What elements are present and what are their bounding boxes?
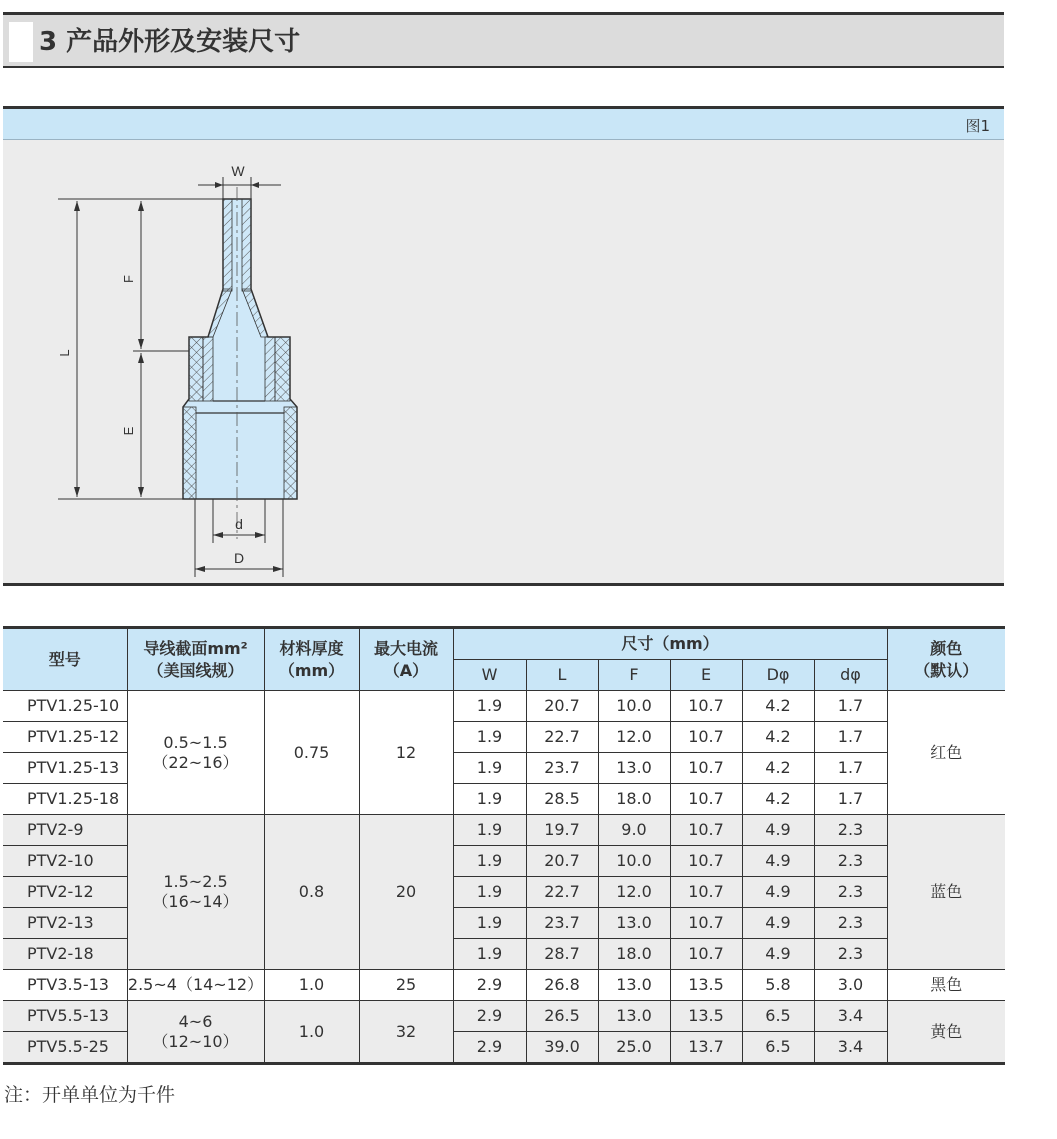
cell-dim-f: 12.0: [598, 722, 670, 753]
cell-current: 12: [359, 691, 453, 815]
cell-dim-f: 12.0: [598, 877, 670, 908]
cell-dim-e: 13.7: [670, 1032, 742, 1064]
section-number: 3: [39, 27, 58, 57]
cross-section-line: （12~10）: [152, 1031, 239, 1051]
cross-section-line: 1.5~2.5: [163, 872, 228, 891]
cell-dim-f: 13.0: [598, 1001, 670, 1032]
label-e: E: [121, 426, 136, 436]
cell-dim-d: 6.5: [742, 1001, 814, 1032]
header-small-d: dφ: [814, 660, 887, 691]
section-marker: [9, 22, 33, 62]
cell-dim-d: 3.4: [814, 1032, 887, 1064]
cell-thickness: 1.0: [264, 1001, 359, 1064]
cell-dim-f: 10.0: [598, 691, 670, 722]
cell-dim-d: 1.7: [814, 784, 887, 815]
label-d-small: d: [235, 516, 243, 532]
cell-model: PTV3.5-13: [3, 970, 127, 1001]
cell-dim-f: 13.0: [598, 970, 670, 1001]
cross-section-line: 4~6: [178, 1011, 213, 1031]
cell-dim-d: 2.3: [814, 846, 887, 877]
table-row: [3, 691, 1005, 722]
cell-model: PTV2-13: [3, 908, 127, 939]
header-current-line1: 最大电流: [373, 638, 438, 658]
cell-cross-section: [127, 691, 264, 815]
figure-box: [3, 106, 1004, 586]
table-row: [3, 970, 1005, 1001]
cell-dim-l: 19.7: [526, 815, 598, 846]
dimension-d-big: [195, 499, 283, 577]
cell-dim-d: 1.7: [814, 691, 887, 722]
footnote: 注：开单单位为千件: [4, 1084, 176, 1106]
cell-dim-w: 1.9: [453, 753, 526, 784]
cell-dim-f: 25.0: [598, 1032, 670, 1064]
cell-model: PTV5.5-25: [3, 1032, 127, 1064]
table-body: [3, 691, 1005, 1064]
cell-dim-d: 4.9: [742, 846, 814, 877]
cell-dim-l: 26.8: [526, 970, 598, 1001]
cell-dim-d: 4.2: [742, 784, 814, 815]
cell-dim-w: 1.9: [453, 691, 526, 722]
cell-dim-d: 3.0: [814, 970, 887, 1001]
section-title-text: 产品外形及安装尺寸: [66, 27, 301, 57]
header-color-line1: 颜色: [930, 638, 963, 658]
cross-section-line: 0.5~1.5: [163, 732, 228, 752]
cell-dim-e: 13.5: [670, 1001, 742, 1032]
terminal-drawing: [53, 159, 333, 579]
cell-dim-w: 1.9: [453, 908, 526, 939]
cell-color: 蓝色: [887, 815, 1005, 970]
dimension-d-small: [213, 499, 265, 543]
header-color-line2: （默认）: [914, 660, 979, 680]
header-row: [3, 628, 1005, 660]
header-thickness: [264, 628, 359, 691]
header-dimensions: 尺寸（mm）: [453, 628, 887, 660]
cell-model: PTV2-9: [3, 815, 127, 846]
cell-color: 红色: [887, 691, 1005, 815]
cell-dim-l: 26.5: [526, 1001, 598, 1032]
cell-model: PTV2-10: [3, 846, 127, 877]
cell-dim-w: 1.9: [453, 846, 526, 877]
header-color: [887, 628, 1005, 691]
cross-section-line: 2.5~4（14~12）: [127, 975, 264, 994]
cell-dim-e: 10.7: [670, 939, 742, 970]
header-f: F: [598, 660, 670, 691]
cell-dim-e: 10.7: [670, 815, 742, 846]
cell-dim-f: 18.0: [598, 939, 670, 970]
section-title: [39, 25, 300, 59]
cell-dim-d: 1.7: [814, 722, 887, 753]
cell-dim-e: 10.7: [670, 753, 742, 784]
header-current: [359, 628, 453, 691]
dimension-e: [121, 353, 144, 497]
cell-current: 32: [359, 1001, 453, 1064]
label-d-big: D: [233, 550, 245, 566]
label-w: W: [231, 163, 245, 179]
cell-dim-l: 39.0: [526, 1032, 598, 1064]
cell-dim-f: 9.0: [598, 815, 670, 846]
cell-model: PTV1.25-10: [3, 691, 127, 722]
cell-dim-w: 2.9: [453, 970, 526, 1001]
cell-model: PTV1.25-13: [3, 753, 127, 784]
dimension-w: [198, 163, 281, 199]
cross-section-line: （22~16）: [152, 752, 239, 772]
cell-model: PTV2-12: [3, 877, 127, 908]
cell-dim-w: 1.9: [453, 877, 526, 908]
figure-caption: 图1: [965, 117, 990, 135]
cell-dim-l: 28.5: [526, 784, 598, 815]
cell-dim-d: 2.3: [814, 908, 887, 939]
table-row: [3, 815, 1005, 846]
cell-dim-d: 4.9: [742, 939, 814, 970]
cell-dim-d: 6.5: [742, 1032, 814, 1064]
section-header: [3, 12, 1004, 68]
header-model: 型号: [3, 628, 127, 691]
cell-model: PTV5.5-13: [3, 1001, 127, 1032]
cell-dim-e: 10.7: [670, 908, 742, 939]
cell-dim-d: 4.2: [742, 722, 814, 753]
cell-dim-w: 2.9: [453, 1032, 526, 1064]
cell-dim-f: 13.0: [598, 908, 670, 939]
header-cross-section: [127, 628, 264, 691]
terminal-body: [183, 187, 297, 539]
cell-dim-d: 4.9: [742, 877, 814, 908]
cell-dim-d: 4.2: [742, 691, 814, 722]
cell-cross-section: [127, 815, 264, 970]
cell-dim-l: 20.7: [526, 691, 598, 722]
cell-model: PTV1.25-18: [3, 784, 127, 815]
cell-model: PTV2-18: [3, 939, 127, 970]
cell-model: PTV1.25-12: [3, 722, 127, 753]
cell-dim-e: 10.7: [670, 846, 742, 877]
cell-current: 25: [359, 970, 453, 1001]
cell-dim-d: 5.8: [742, 970, 814, 1001]
cell-dim-l: 20.7: [526, 846, 598, 877]
cell-dim-d: 1.7: [814, 753, 887, 784]
header-big-d: Dφ: [742, 660, 814, 691]
cell-thickness: 1.0: [264, 970, 359, 1001]
header-cross-section-line1: 导线截面mm²: [143, 638, 248, 658]
header-thickness-line1: 材料厚度: [279, 638, 344, 658]
cell-dim-d: 3.4: [814, 1001, 887, 1032]
cell-dim-w: 1.9: [453, 722, 526, 753]
cell-dim-l: 28.7: [526, 939, 598, 970]
cell-dim-l: 23.7: [526, 753, 598, 784]
label-l: L: [57, 349, 72, 357]
cell-thickness: 0.8: [264, 815, 359, 970]
spec-table: [3, 626, 1005, 1065]
cell-dim-l: 23.7: [526, 908, 598, 939]
cell-dim-e: 10.7: [670, 877, 742, 908]
header-current-line2: （A）: [383, 660, 429, 680]
cell-dim-d: 4.9: [742, 908, 814, 939]
cell-dim-e: 13.5: [670, 970, 742, 1001]
cell-dim-f: 13.0: [598, 753, 670, 784]
label-f: F: [121, 275, 136, 283]
header-w: W: [453, 660, 526, 691]
cell-thickness: 0.75: [264, 691, 359, 815]
header-e: E: [670, 660, 742, 691]
cell-dim-e: 10.7: [670, 691, 742, 722]
cell-dim-d: 4.9: [742, 815, 814, 846]
figure-caption-bar: [3, 109, 1004, 140]
cell-color: 黄色: [887, 1001, 1005, 1064]
cell-dim-w: 1.9: [453, 939, 526, 970]
cell-dim-d: 4.2: [742, 753, 814, 784]
cell-dim-f: 10.0: [598, 846, 670, 877]
cell-dim-d: 2.3: [814, 939, 887, 970]
table-row: [3, 1001, 1005, 1032]
header-thickness-line2: （mm）: [278, 660, 345, 680]
cell-dim-e: 10.7: [670, 784, 742, 815]
cell-dim-d: 2.3: [814, 877, 887, 908]
cell-cross-section: [127, 1001, 264, 1064]
cell-cross-section: [127, 970, 264, 1001]
cell-dim-f: 18.0: [598, 784, 670, 815]
cross-section-line: （16~14）: [152, 892, 239, 911]
cell-dim-w: 1.9: [453, 815, 526, 846]
cell-dim-w: 1.9: [453, 784, 526, 815]
cell-color: 黑色: [887, 970, 1005, 1001]
dimension-f: [121, 201, 189, 351]
cell-dim-w: 2.9: [453, 1001, 526, 1032]
header-l: L: [526, 660, 598, 691]
cell-dim-l: 22.7: [526, 877, 598, 908]
cell-dim-d: 2.3: [814, 815, 887, 846]
header-cross-section-line2: （美国线规）: [147, 660, 244, 680]
cell-dim-e: 10.7: [670, 722, 742, 753]
cell-dim-l: 22.7: [526, 722, 598, 753]
cell-current: 20: [359, 815, 453, 970]
